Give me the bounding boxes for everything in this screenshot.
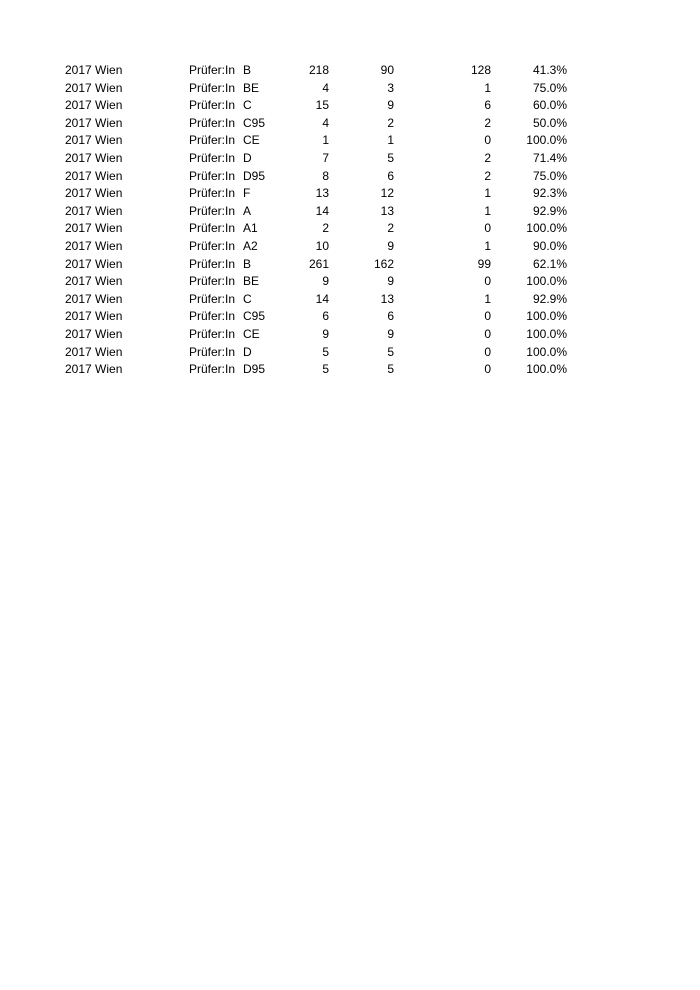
year-city-cell: 2017 Wien xyxy=(65,309,123,324)
table-row xyxy=(0,150,700,168)
pass-rate-cell: 71.4% xyxy=(532,150,567,165)
year-city-cell: 2017 Wien xyxy=(65,344,123,359)
total-count-cell: 1 xyxy=(322,133,329,148)
license-class-cell: D95 xyxy=(243,168,266,183)
passed-count-cell: 6 xyxy=(387,309,394,324)
year-city-cell: 2017 Wien xyxy=(65,98,123,113)
table-row xyxy=(0,62,700,80)
table-row xyxy=(0,97,700,115)
passed-count-cell: 13 xyxy=(380,291,394,306)
year-city-cell: 2017 Wien xyxy=(65,168,123,183)
year-city-cell: 2017 Wien xyxy=(65,291,123,306)
year-city-cell: 2017 Wien xyxy=(65,256,123,271)
passed-count-cell: 13 xyxy=(380,203,394,218)
total-count-cell: 7 xyxy=(322,150,329,165)
total-count-cell: 5 xyxy=(322,344,329,359)
passed-count-cell: 9 xyxy=(387,98,394,113)
passed-count-cell: 2 xyxy=(387,221,394,236)
total-count-cell: 15 xyxy=(315,98,329,113)
failed-count-cell: 0 xyxy=(484,133,491,148)
pass-rate-cell: 41.3% xyxy=(532,63,567,77)
license-class-cell: C xyxy=(243,98,252,113)
total-count-cell: 13 xyxy=(315,186,329,201)
pass-rate-cell: 100.0% xyxy=(526,221,567,236)
role-cell: Prüfer:In xyxy=(189,186,236,201)
passed-count-cell: 90 xyxy=(380,63,394,77)
pass-rate-cell: 100.0% xyxy=(526,344,567,359)
pass-rate-cell: 75.0% xyxy=(532,168,567,183)
table-row xyxy=(0,203,700,221)
pass-rate-cell: 100.0% xyxy=(526,362,567,377)
failed-count-cell: 2 xyxy=(484,168,491,183)
license-class-cell: A2 xyxy=(243,238,258,253)
role-cell: Prüfer:In xyxy=(189,238,236,253)
passed-count-cell: 5 xyxy=(387,344,394,359)
role-cell: Prüfer:In xyxy=(189,309,236,324)
license-class-cell: F xyxy=(243,186,251,201)
year-city-cell: 2017 Wien xyxy=(65,133,123,148)
table-row xyxy=(0,291,700,309)
table-row xyxy=(0,168,700,186)
role-cell: Prüfer:In xyxy=(189,203,236,218)
failed-count-cell: 2 xyxy=(484,115,491,130)
role-cell: Prüfer:In xyxy=(189,168,236,183)
passed-count-cell: 9 xyxy=(387,238,394,253)
passed-count-cell: 162 xyxy=(373,256,394,271)
passed-count-cell: 9 xyxy=(387,326,394,341)
license-class-cell: D95 xyxy=(243,362,266,377)
license-class-cell: A xyxy=(243,203,252,218)
table-row xyxy=(0,238,700,256)
role-cell: Prüfer:In xyxy=(189,362,236,377)
year-city-cell: 2017 Wien xyxy=(65,80,123,95)
failed-count-cell: 1 xyxy=(484,291,491,306)
total-count-cell: 10 xyxy=(315,238,329,253)
role-cell: Prüfer:In xyxy=(189,133,236,148)
pass-rate-cell: 100.0% xyxy=(526,309,567,324)
table-row xyxy=(0,273,700,291)
pass-rate-cell: 92.3% xyxy=(532,186,567,201)
pass-rate-cell: 100.0% xyxy=(526,133,567,148)
table-row xyxy=(0,80,700,98)
total-count-cell: 261 xyxy=(308,256,329,271)
failed-count-cell: 2 xyxy=(484,150,491,165)
pass-rate-cell: 60.0% xyxy=(532,98,567,113)
license-class-cell: B xyxy=(243,63,252,77)
license-class-cell: C95 xyxy=(243,309,266,324)
failed-count-cell: 0 xyxy=(484,344,491,359)
passed-count-cell: 5 xyxy=(387,362,394,377)
table-row xyxy=(0,361,700,379)
total-count-cell: 2 xyxy=(322,221,329,236)
failed-count-cell: 1 xyxy=(484,186,491,201)
failed-count-cell: 1 xyxy=(484,203,491,218)
year-city-cell: 2017 Wien xyxy=(65,238,123,253)
license-class-cell: BE xyxy=(243,274,260,289)
pass-rate-cell: 92.9% xyxy=(532,291,567,306)
table-row xyxy=(0,185,700,203)
license-class-cell: B xyxy=(243,256,252,271)
passed-count-cell: 12 xyxy=(380,186,394,201)
year-city-cell: 2017 Wien xyxy=(65,362,123,377)
role-cell: Prüfer:In xyxy=(189,150,236,165)
table-row xyxy=(0,115,700,133)
role-cell: Prüfer:In xyxy=(189,344,236,359)
license-class-cell: D xyxy=(243,150,252,165)
role-cell: Prüfer:In xyxy=(189,98,236,113)
total-count-cell: 6 xyxy=(322,309,329,324)
table-row xyxy=(0,308,700,326)
passed-count-cell: 9 xyxy=(387,274,394,289)
role-cell: Prüfer:In xyxy=(189,63,236,77)
role-cell: Prüfer:In xyxy=(189,256,236,271)
table-row xyxy=(0,132,700,150)
pass-rate-cell: 100.0% xyxy=(526,274,567,289)
failed-count-cell: 6 xyxy=(484,98,491,113)
pass-rate-cell: 92.9% xyxy=(532,203,567,218)
total-count-cell: 14 xyxy=(315,291,329,306)
license-class-cell: D xyxy=(243,344,252,359)
total-count-cell: 4 xyxy=(322,80,329,95)
total-count-cell: 9 xyxy=(322,326,329,341)
table-row xyxy=(0,220,700,238)
total-count-cell: 14 xyxy=(315,203,329,218)
license-class-cell: C xyxy=(243,291,252,306)
table-row xyxy=(0,256,700,274)
pass-rate-cell: 90.0% xyxy=(532,238,567,253)
passed-count-cell: 2 xyxy=(387,115,394,130)
failed-count-cell: 0 xyxy=(484,274,491,289)
total-count-cell: 8 xyxy=(322,168,329,183)
year-city-cell: 2017 Wien xyxy=(65,63,123,77)
license-class-cell: C95 xyxy=(243,115,266,130)
failed-count-cell: 0 xyxy=(484,309,491,324)
failed-count-cell: 1 xyxy=(484,80,491,95)
failed-count-cell: 99 xyxy=(477,256,491,271)
role-cell: Prüfer:In xyxy=(189,291,236,306)
passed-count-cell: 3 xyxy=(387,80,394,95)
total-count-cell: 9 xyxy=(322,274,329,289)
year-city-cell: 2017 Wien xyxy=(65,221,123,236)
pass-rate-cell: 75.0% xyxy=(532,80,567,95)
year-city-cell: 2017 Wien xyxy=(65,274,123,289)
year-city-cell: 2017 Wien xyxy=(65,115,123,130)
role-cell: Prüfer:In xyxy=(189,115,236,130)
pass-rate-cell: 50.0% xyxy=(532,115,567,130)
license-class-cell: A1 xyxy=(243,221,258,236)
failed-count-cell: 1 xyxy=(484,238,491,253)
role-cell: Prüfer:In xyxy=(189,274,236,289)
table-row xyxy=(0,344,700,362)
license-class-cell: CE xyxy=(243,133,260,148)
license-class-cell: CE xyxy=(243,326,260,341)
role-cell: Prüfer:In xyxy=(189,221,236,236)
pass-rate-cell: 62.1% xyxy=(532,256,567,271)
passed-count-cell: 1 xyxy=(387,133,394,148)
failed-count-cell: 0 xyxy=(484,326,491,341)
data-table xyxy=(0,62,700,379)
total-count-cell: 218 xyxy=(308,63,329,77)
failed-count-cell: 128 xyxy=(470,63,491,77)
role-cell: Prüfer:In xyxy=(189,80,236,95)
failed-count-cell: 0 xyxy=(484,362,491,377)
license-class-cell: BE xyxy=(243,80,260,95)
year-city-cell: 2017 Wien xyxy=(65,186,123,201)
passed-count-cell: 6 xyxy=(387,168,394,183)
total-count-cell: 5 xyxy=(322,362,329,377)
year-city-cell: 2017 Wien xyxy=(65,326,123,341)
year-city-cell: 2017 Wien xyxy=(65,203,123,218)
passed-count-cell: 5 xyxy=(387,150,394,165)
role-cell: Prüfer:In xyxy=(189,326,236,341)
pass-rate-cell: 100.0% xyxy=(526,326,567,341)
table-row xyxy=(0,326,700,344)
total-count-cell: 4 xyxy=(322,115,329,130)
year-city-cell: 2017 Wien xyxy=(65,150,123,165)
failed-count-cell: 0 xyxy=(484,221,491,236)
